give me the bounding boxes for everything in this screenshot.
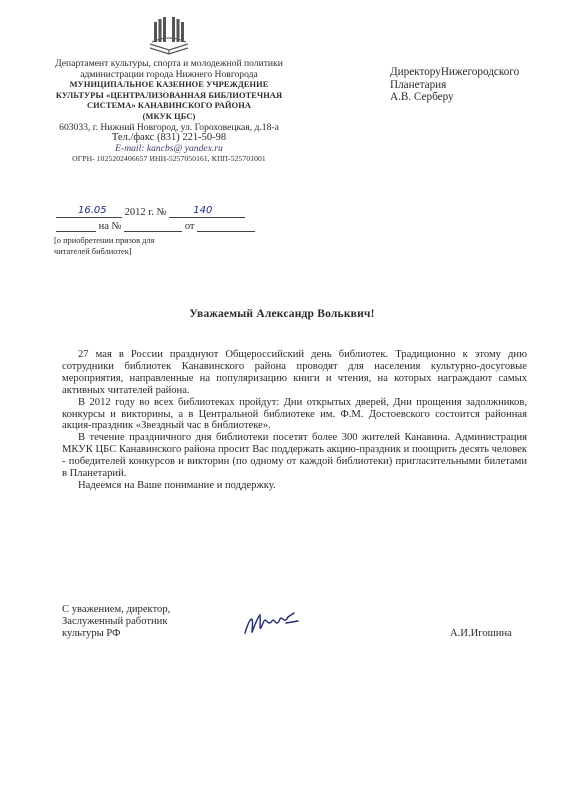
ref-number-label: на №	[98, 221, 122, 232]
closing-line-2: Заслуженный работник	[62, 616, 168, 628]
year-number-label: 2012 г. №	[124, 207, 167, 218]
ref-number-field	[124, 219, 182, 232]
body-paragraph-4: Надеемся на Ваше понимание и поддержку.	[78, 479, 276, 491]
closing-line-3: культуры РФ	[62, 628, 121, 640]
closing-block	[62, 604, 170, 641]
body-paragraph-2: В 2012 году во всех библиотеках пройдут: Дни открытых дверей, Дни прощения задолжников, конкурсы и викторины, а в Центральной библиотеке им. Ф.М. Достоевского состоится районная акция-праздник «Звездный час в библиотеке».	[62, 396, 527, 432]
outgoing-date-line	[56, 205, 245, 218]
addressee-block	[390, 66, 519, 104]
reference-line	[56, 219, 255, 232]
subject-block	[54, 236, 164, 257]
institution-phone: Тел./факс (831) 221-50-98	[111, 132, 227, 144]
number-field	[169, 205, 245, 218]
addressee-line-1: ДиректоруНижегородского	[390, 66, 520, 78]
institution-ids: ОГРН- 1025202406657 ИНН-5257050161, КПП-525701001	[72, 154, 266, 164]
handwritten-signature-icon	[242, 607, 302, 641]
department-name: Департамент культуры, спорта и молодежной политики администрации города Нижнего Новгорода	[55, 58, 283, 80]
institution-abbreviation: (МКУК ЦБС)	[142, 111, 196, 121]
institution-email: E-mail: kancbs@ yandex.ru	[115, 142, 223, 154]
handwritten-number: 140	[193, 205, 213, 216]
books-logo-icon	[146, 14, 192, 56]
letter-body	[62, 349, 527, 492]
greeting: Уважаемый Александр Вольквич!	[189, 308, 375, 320]
date-field	[56, 205, 122, 218]
body-paragraph-3: В течение праздничного дня библиотеки посетят более 300 жителей Канавина. Администрация МКУК ЦБС Канавинского района просит Вас поддержать акцию-праздник и поощрить десять человек - победителей конкурсов и викторин (по одному от каждой библиотеки) пригласительными билетами в Планетарий.	[62, 432, 527, 480]
institution-address: 603033, г. Нижний Новгород, ул. Гороховецкая, д.18-а	[59, 121, 279, 133]
ref-blank-left	[56, 219, 96, 232]
body-paragraph-1: 27 мая в России празднуют Общероссийский день библиотек. Традиционно к этому дню сотрудники библиотек Канавинского района проводят для населения культурно-досуговые мероприятия, направленные на популяризацию книги и чтения, на которых награждают самых активных читателей района.	[62, 349, 527, 396]
subject-line-1: [о приобретении призов для	[54, 236, 155, 245]
letterhead	[46, 59, 292, 165]
addressee-line-2: Планетария	[390, 78, 447, 91]
institution-name: МУНИЦИПАЛЬНОЕ КАЗЕННОЕ УЧРЕЖДЕНИЕ КУЛЬТУРЫ «ЦЕНТРАЛИЗОВАННАЯ БИБЛИОТЕЧНАЯ СИСТЕМА» КАНАВИНСКОГО РАЙОНА	[55, 80, 283, 111]
addressee-line-3: А.В. Серберу	[390, 91, 454, 104]
ref-date-label: от	[184, 221, 195, 232]
handwritten-date: 16.05	[78, 205, 107, 216]
closing-line-1: С уважением, директор,	[62, 604, 171, 615]
ref-date-field	[197, 219, 255, 232]
subject-line-2: читателей библиотек]	[54, 246, 132, 256]
signatory-name: А.И.Игошина	[450, 628, 512, 639]
